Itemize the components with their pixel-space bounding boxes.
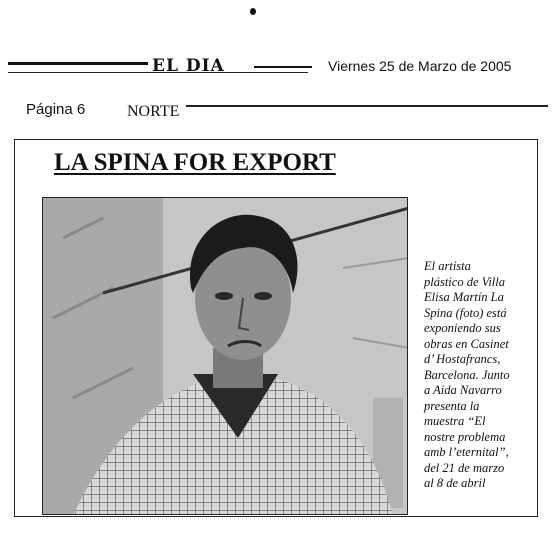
caption-line: del 21 de marzo (424, 460, 505, 475)
section-rule (186, 105, 548, 107)
article-headline: LA SPINA FOR EXPORT (54, 149, 336, 176)
caption-line: obras en Casinet (424, 336, 509, 351)
portrait-illustration (43, 198, 408, 515)
caption-line: plástico de Villa (424, 274, 506, 289)
masthead-rule-right (254, 66, 312, 68)
issue-date: Viernes 25 de Marzo de 2005 (328, 58, 512, 74)
caption-line: amb l’eternital”, (424, 445, 509, 459)
caption-line: a Aida Navarro (424, 383, 502, 397)
caption-line: Barcelona. Junto (424, 367, 510, 382)
newspaper-name: EL DIA (152, 56, 225, 76)
article-photo (42, 197, 408, 515)
caption-line: presenta la (424, 398, 480, 413)
page-number: Página 6 (26, 101, 86, 118)
caption-line: al 8 de abril (424, 476, 486, 490)
caption-line: El artista (424, 259, 471, 273)
caption-line: nostre problema (424, 429, 506, 444)
caption-line: muestra “El (424, 414, 486, 428)
photo-caption (424, 259, 534, 492)
section-name: NORTE (127, 103, 180, 120)
caption-line: exponiendo sus (424, 321, 501, 335)
ink-speck (250, 8, 256, 15)
caption-line: d’ Hostafrancs, (424, 352, 501, 366)
caption-line: Elisa Martín La (424, 290, 504, 304)
masthead-rule (8, 62, 148, 65)
caption-line: Spina (foto) está (424, 305, 507, 320)
